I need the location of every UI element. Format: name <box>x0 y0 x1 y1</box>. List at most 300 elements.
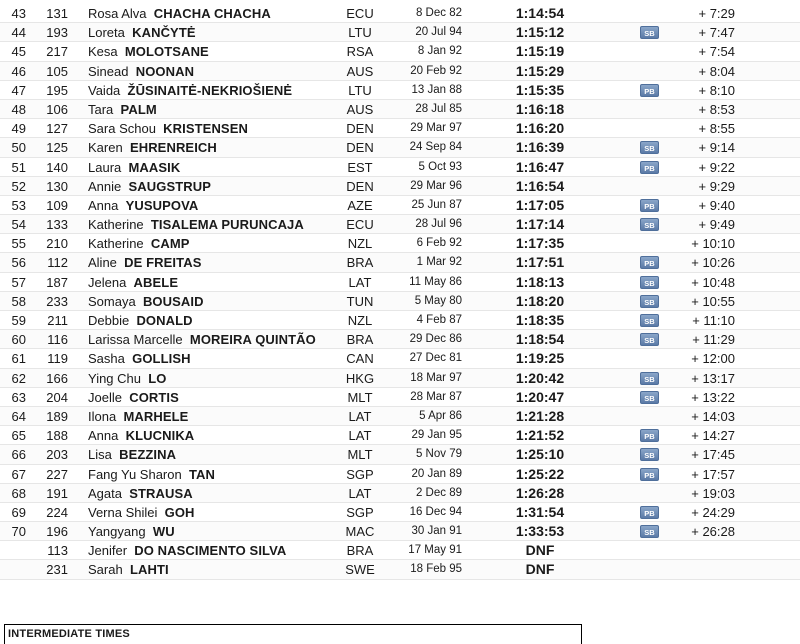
given-name: Aline <box>88 255 117 271</box>
bib-cell: 116 <box>47 332 68 348</box>
result-time-cell: 1:18:54 <box>515 331 565 348</box>
given-name: Jelena <box>88 274 127 290</box>
record-badge: SB <box>640 448 659 461</box>
time-gap-cell: + 8:53 <box>698 101 735 117</box>
result-time-cell: DNF <box>525 561 555 578</box>
rank-cell: 47 <box>11 82 26 98</box>
family-name: PALM <box>120 101 157 117</box>
rank-cell: 62 <box>11 370 26 386</box>
bib-cell: 191 <box>46 485 68 501</box>
given-name: Sara Schou <box>88 121 156 137</box>
table-row <box>0 311 800 330</box>
athlete-name <box>88 311 193 330</box>
date-of-birth-cell: 5 Apr 86 <box>419 409 462 422</box>
bib-cell: 233 <box>46 293 68 309</box>
date-of-birth-cell: 29 Mar 97 <box>410 122 462 135</box>
record-badge: PB <box>640 256 659 269</box>
table-row <box>0 215 800 234</box>
family-name: CORTIS <box>129 389 179 405</box>
athlete-name <box>88 503 195 522</box>
nationality-cell: BRA <box>346 543 374 559</box>
athlete-name <box>88 4 271 23</box>
date-of-birth-cell: 18 Mar 97 <box>410 371 462 384</box>
bib-cell: 119 <box>47 351 68 367</box>
rank-cell: 52 <box>11 178 26 194</box>
given-name: Sarah <box>88 562 123 578</box>
family-name: BOUSAID <box>142 293 204 309</box>
result-time-cell: 1:16:20 <box>515 120 565 137</box>
result-time-cell: 1:26:28 <box>515 484 565 501</box>
time-gap-cell: + 9:40 <box>698 197 735 213</box>
athlete-name <box>88 407 188 426</box>
result-time-cell: 1:18:20 <box>515 292 565 309</box>
given-name: Jenifer <box>88 543 128 559</box>
rank-cell: 61 <box>11 351 26 367</box>
result-time-cell: 1:16:39 <box>515 139 565 156</box>
table-row <box>0 369 800 388</box>
rank-cell: 53 <box>11 197 26 213</box>
intermediate-times-heading: INTERMEDIATE TIMES <box>4 624 582 644</box>
given-name: Lisa <box>88 447 112 463</box>
result-time-cell: 1:17:51 <box>515 254 565 271</box>
bib-cell: 189 <box>46 408 68 424</box>
athlete-name <box>88 349 191 368</box>
date-of-birth-cell: 28 Jul 96 <box>415 218 462 231</box>
family-name: CHACHA CHACHA <box>153 6 271 21</box>
nationality-cell: LAT <box>348 274 372 290</box>
rank-cell: 56 <box>11 255 26 271</box>
nationality-cell: AZE <box>347 197 373 213</box>
athlete-name <box>88 273 178 292</box>
date-of-birth-cell: 8 Dec 82 <box>415 7 462 19</box>
date-of-birth-cell: 29 Dec 86 <box>409 333 462 346</box>
date-of-birth-cell: 8 Jan 92 <box>417 45 462 58</box>
time-gap-cell: + 10:55 <box>691 293 735 309</box>
nationality-cell: TUN <box>346 293 374 309</box>
bib-cell: 112 <box>47 255 68 271</box>
bib-cell: 196 <box>46 524 68 540</box>
record-badge: PB <box>640 199 659 212</box>
date-of-birth-cell: 24 Sep 84 <box>409 141 462 154</box>
nationality-cell: LAT <box>348 408 372 424</box>
table-row <box>0 388 800 407</box>
table-row <box>0 177 800 196</box>
given-name: Yangyang <box>88 524 146 540</box>
family-name: GOH <box>164 504 195 520</box>
result-time-cell: 1:15:12 <box>515 24 565 41</box>
athlete-name <box>88 119 248 138</box>
given-name: Tara <box>88 101 114 117</box>
table-row <box>0 503 800 522</box>
given-name: Larissa Marcelle <box>88 332 183 348</box>
given-name: Laura <box>88 159 122 175</box>
rank-cell: 44 <box>11 25 26 41</box>
record-badge: SB <box>640 333 659 346</box>
result-time-cell: 1:33:53 <box>515 523 565 540</box>
family-name: DE FREITAS <box>124 255 202 271</box>
athlete-name <box>88 369 167 388</box>
family-name: KRISTENSEN <box>163 121 248 137</box>
family-name: SAUGSTRUP <box>128 178 212 194</box>
rank-cell: 46 <box>11 63 26 79</box>
family-name: LAHTI <box>129 562 169 578</box>
bib-cell: 166 <box>46 370 68 386</box>
nationality-cell: BRA <box>346 255 374 271</box>
bib-cell: 195 <box>46 82 68 98</box>
rank-cell: 59 <box>11 313 26 328</box>
bib-cell: 193 <box>46 25 68 41</box>
nationality-cell: ECU <box>346 6 374 21</box>
bib-cell: 105 <box>46 63 68 79</box>
rank-cell: 45 <box>11 44 26 60</box>
table-row <box>0 407 800 426</box>
rank-cell: 49 <box>11 121 26 137</box>
record-badge: SB <box>640 372 659 385</box>
time-gap-cell: + 9:49 <box>698 217 735 233</box>
time-gap-cell: + 24:29 <box>691 504 735 520</box>
nationality-cell: MLT <box>347 389 373 405</box>
bib-cell: 140 <box>46 159 68 175</box>
record-badge: PB <box>640 468 659 481</box>
athlete-name <box>88 81 292 100</box>
rank-cell: 64 <box>11 408 26 424</box>
table-row <box>0 81 800 100</box>
rank-cell: 69 <box>11 504 26 520</box>
time-gap-cell: + 14:03 <box>691 408 735 424</box>
record-badge: SB <box>640 276 659 289</box>
table-row <box>0 273 800 292</box>
record-badge: PB <box>640 84 659 97</box>
time-gap-cell: + 10:10 <box>691 236 735 252</box>
family-name: NOONAN <box>135 63 195 79</box>
nationality-cell: DEN <box>346 140 374 156</box>
given-name: Vaida <box>88 82 121 98</box>
table-row <box>0 522 800 541</box>
given-name: Rosa Alva <box>88 6 147 21</box>
family-name: MARHELE <box>123 408 189 424</box>
date-of-birth-cell: 20 Feb 92 <box>410 64 462 77</box>
bib-cell: 127 <box>46 121 68 137</box>
nationality-cell: LTU <box>348 82 372 98</box>
results-table <box>0 4 800 580</box>
rank-cell: 51 <box>11 159 26 175</box>
result-time-cell: 1:16:18 <box>515 100 565 117</box>
date-of-birth-cell: 27 Dec 81 <box>409 352 462 365</box>
athlete-name <box>88 330 316 349</box>
bib-cell: 131 <box>46 6 68 21</box>
rank-cell: 63 <box>11 389 26 405</box>
result-time-cell: 1:25:10 <box>515 446 565 463</box>
record-badge: PB <box>640 161 659 174</box>
result-time-cell: 1:15:29 <box>515 62 565 79</box>
date-of-birth-cell: 5 Nov 79 <box>415 448 462 461</box>
rank-cell: 55 <box>11 236 26 252</box>
family-name: ŽŪSINAITĖ-NEKRIOŠIENĖ <box>127 82 293 98</box>
family-name: KLUCNIKA <box>125 428 195 444</box>
nationality-cell: SWE <box>345 562 375 578</box>
time-gap-cell: + 8:10 <box>698 82 735 98</box>
table-row <box>0 138 800 157</box>
date-of-birth-cell: 17 May 91 <box>408 544 462 557</box>
nationality-cell: LAT <box>348 485 372 501</box>
date-of-birth-cell: 5 May 80 <box>414 294 462 307</box>
result-time-cell: 1:15:19 <box>515 43 565 60</box>
family-name: TAN <box>188 466 216 482</box>
bib-cell: 204 <box>46 389 68 405</box>
athlete-name <box>88 522 175 541</box>
record-badge: PB <box>640 429 659 442</box>
time-gap-cell: + 12:00 <box>691 351 735 367</box>
date-of-birth-cell: 1 Mar 92 <box>416 256 462 269</box>
nationality-cell: CAN <box>346 351 374 367</box>
bib-cell: 224 <box>46 504 68 520</box>
athlete-name <box>88 541 286 560</box>
date-of-birth-cell: 30 Jan 91 <box>411 525 462 538</box>
result-time-cell: 1:17:35 <box>515 235 565 252</box>
rank-cell: 67 <box>11 466 26 482</box>
table-row <box>0 445 800 464</box>
rank-cell: 58 <box>11 293 26 309</box>
bib-cell: 211 <box>47 313 68 328</box>
family-name: TISALEMA PURUNCAJA <box>150 217 304 233</box>
athlete-name <box>88 292 204 311</box>
given-name: Kesa <box>88 44 118 60</box>
result-time-cell: 1:20:47 <box>515 388 565 405</box>
table-row <box>0 196 800 215</box>
rank-cell: 70 <box>11 524 26 540</box>
athlete-name <box>88 42 209 61</box>
table-row <box>0 541 800 560</box>
bib-cell: 231 <box>46 562 68 578</box>
table-row <box>0 158 800 177</box>
nationality-cell: ECU <box>346 217 374 233</box>
table-row <box>0 42 800 61</box>
rank-cell: 54 <box>11 217 26 233</box>
result-time-cell: 1:18:35 <box>515 312 565 328</box>
family-name: DONALD <box>136 313 193 328</box>
given-name: Sinead <box>88 63 129 79</box>
time-gap-cell: + 17:57 <box>691 466 735 482</box>
time-gap-cell: + 14:27 <box>691 428 735 444</box>
result-time-cell: 1:20:42 <box>515 369 565 386</box>
given-name: Loreta <box>88 25 125 41</box>
given-name: Annie <box>88 178 122 194</box>
bib-cell: 109 <box>46 197 68 213</box>
family-name: MAASIK <box>128 159 181 175</box>
athlete-name <box>88 23 196 42</box>
date-of-birth-cell: 13 Jan 88 <box>411 83 462 96</box>
result-time-cell: 1:15:35 <box>515 81 565 98</box>
time-gap-cell: + 8:55 <box>698 121 735 137</box>
athlete-name <box>88 100 157 119</box>
table-row <box>0 465 800 484</box>
table-row <box>0 484 800 503</box>
table-row <box>0 292 800 311</box>
athlete-name <box>88 426 194 445</box>
date-of-birth-cell: 2 Dec 89 <box>415 486 462 499</box>
given-name: Karen <box>88 140 123 156</box>
date-of-birth-cell: 5 Oct 93 <box>418 160 462 173</box>
athlete-name <box>88 465 215 484</box>
bib-cell: 106 <box>46 101 68 117</box>
time-gap-cell: + 9:22 <box>698 159 735 175</box>
time-gap-cell: + 9:14 <box>698 140 735 156</box>
given-name: Sasha <box>88 351 125 367</box>
nationality-cell: AUS <box>346 63 374 79</box>
record-badge: SB <box>640 141 659 154</box>
nationality-cell: BRA <box>346 332 374 348</box>
date-of-birth-cell: 28 Jul 85 <box>415 102 462 115</box>
bib-cell: 217 <box>46 44 68 60</box>
nationality-cell: DEN <box>346 121 374 137</box>
table-row <box>0 100 800 119</box>
family-name: BEZZINA <box>119 447 177 463</box>
result-time-cell: 1:25:22 <box>515 465 565 482</box>
nationality-cell: LAT <box>348 428 372 444</box>
date-of-birth-cell: 18 Feb 95 <box>410 563 462 576</box>
result-time-cell: DNF <box>525 542 555 559</box>
table-row <box>0 4 800 23</box>
bib-cell: 188 <box>46 428 68 444</box>
athlete-name <box>88 445 176 464</box>
time-gap-cell: + 26:28 <box>691 524 735 540</box>
record-badge: PB <box>640 506 659 519</box>
result-time-cell: 1:19:25 <box>515 350 565 367</box>
time-gap-cell: + 17:45 <box>691 447 735 463</box>
record-badge: SB <box>640 314 659 327</box>
table-row <box>0 426 800 445</box>
given-name: Katherine <box>88 236 144 252</box>
time-gap-cell: + 10:48 <box>691 274 735 290</box>
given-name: Verna Shilei <box>88 504 158 520</box>
bib-cell: 113 <box>47 543 68 559</box>
given-name: Fang Yu Sharon <box>88 466 182 482</box>
bib-cell: 187 <box>46 274 68 290</box>
rank-cell: 43 <box>11 6 26 21</box>
result-time-cell: 1:31:54 <box>515 503 565 520</box>
nationality-cell: MLT <box>347 447 373 463</box>
athlete-name <box>88 560 169 579</box>
athlete-name <box>88 138 217 157</box>
family-name: EHRENREICH <box>129 140 217 156</box>
given-name: Ying Chu <box>88 370 141 386</box>
given-name: Ilona <box>88 408 117 424</box>
rank-cell: 60 <box>11 332 26 348</box>
family-name: MOREIRA QUINTÃO <box>189 332 316 348</box>
given-name: Anna <box>88 428 119 444</box>
family-name: ABELE <box>133 274 179 290</box>
rank-cell: 68 <box>11 485 26 501</box>
nationality-cell: SGP <box>346 466 374 482</box>
family-name: MOLOTSANE <box>124 44 209 60</box>
time-gap-cell: + 7:54 <box>698 44 735 60</box>
given-name: Somaya <box>88 293 136 309</box>
record-badge: SB <box>640 218 659 231</box>
table-row <box>0 330 800 349</box>
nationality-cell: DEN <box>346 178 374 194</box>
record-badge: SB <box>640 525 659 538</box>
record-badge: SB <box>640 295 659 308</box>
given-name: Joelle <box>88 389 122 405</box>
table-row <box>0 560 800 579</box>
result-time-cell: 1:16:47 <box>515 158 565 175</box>
athlete-name <box>88 484 193 503</box>
athlete-name <box>88 215 304 234</box>
table-row <box>0 23 800 42</box>
time-gap-cell: + 7:29 <box>698 6 735 21</box>
rank-cell: 66 <box>11 447 26 463</box>
record-badge: SB <box>640 26 659 39</box>
time-gap-cell: + 8:04 <box>698 63 735 79</box>
athlete-name <box>88 196 198 215</box>
date-of-birth-cell: 20 Jul 94 <box>415 26 462 39</box>
bib-cell: 227 <box>46 466 68 482</box>
athlete-name <box>88 388 179 407</box>
nationality-cell: MAC <box>345 524 375 540</box>
date-of-birth-cell: 20 Jan 89 <box>411 467 462 480</box>
family-name: YUSUPOVA <box>125 197 199 213</box>
time-gap-cell: + 11:29 <box>692 332 735 348</box>
bib-cell: 203 <box>46 447 68 463</box>
date-of-birth-cell: 29 Jan 95 <box>411 429 462 442</box>
family-name: GOLLISH <box>132 351 191 367</box>
time-gap-cell: + 10:26 <box>691 255 735 271</box>
family-name: DO NASCIMENTO SILVA <box>134 543 287 559</box>
time-gap-cell: + 9:29 <box>698 178 735 194</box>
table-row <box>0 253 800 272</box>
record-badge: SB <box>640 391 659 404</box>
given-name: Anna <box>88 197 119 213</box>
time-gap-cell: + 11:10 <box>692 313 735 328</box>
family-name: LO <box>148 370 167 386</box>
nationality-cell: EST <box>347 159 373 175</box>
result-time-cell: 1:21:52 <box>515 427 565 444</box>
nationality-cell: HKG <box>345 370 375 386</box>
rank-cell: 48 <box>11 101 26 117</box>
nationality-cell: NZL <box>347 236 373 252</box>
result-time-cell: 1:18:13 <box>515 273 565 290</box>
given-name: Agata <box>88 485 122 501</box>
table-row <box>0 62 800 81</box>
date-of-birth-cell: 6 Feb 92 <box>416 237 462 250</box>
given-name: Debbie <box>88 313 130 328</box>
time-gap-cell: + 7:47 <box>698 25 735 41</box>
rank-cell: 65 <box>11 428 26 444</box>
athlete-name <box>88 177 211 196</box>
family-name: STRAUSA <box>129 485 193 501</box>
date-of-birth-cell: 25 Jun 87 <box>411 198 462 211</box>
family-name: KANČYTĖ <box>132 25 196 41</box>
rank-cell: 57 <box>11 274 26 290</box>
date-of-birth-cell: 4 Feb 87 <box>416 314 462 326</box>
date-of-birth-cell: 29 Mar 96 <box>410 179 462 192</box>
bib-cell: 210 <box>46 236 68 252</box>
athlete-name <box>88 62 194 81</box>
nationality-cell: LTU <box>348 25 372 41</box>
time-gap-cell: + 13:22 <box>691 389 735 405</box>
athlete-name <box>88 234 190 253</box>
table-row <box>0 349 800 368</box>
athlete-name <box>88 253 201 272</box>
rank-cell: 50 <box>11 140 26 156</box>
bib-cell: 133 <box>46 217 68 233</box>
date-of-birth-cell: 28 Mar 87 <box>410 390 462 403</box>
result-time-cell: 1:17:05 <box>515 196 565 213</box>
nationality-cell: SGP <box>346 504 374 520</box>
given-name: Katherine <box>88 217 144 233</box>
family-name: CAMP <box>150 236 190 252</box>
family-name: WU <box>152 524 175 540</box>
